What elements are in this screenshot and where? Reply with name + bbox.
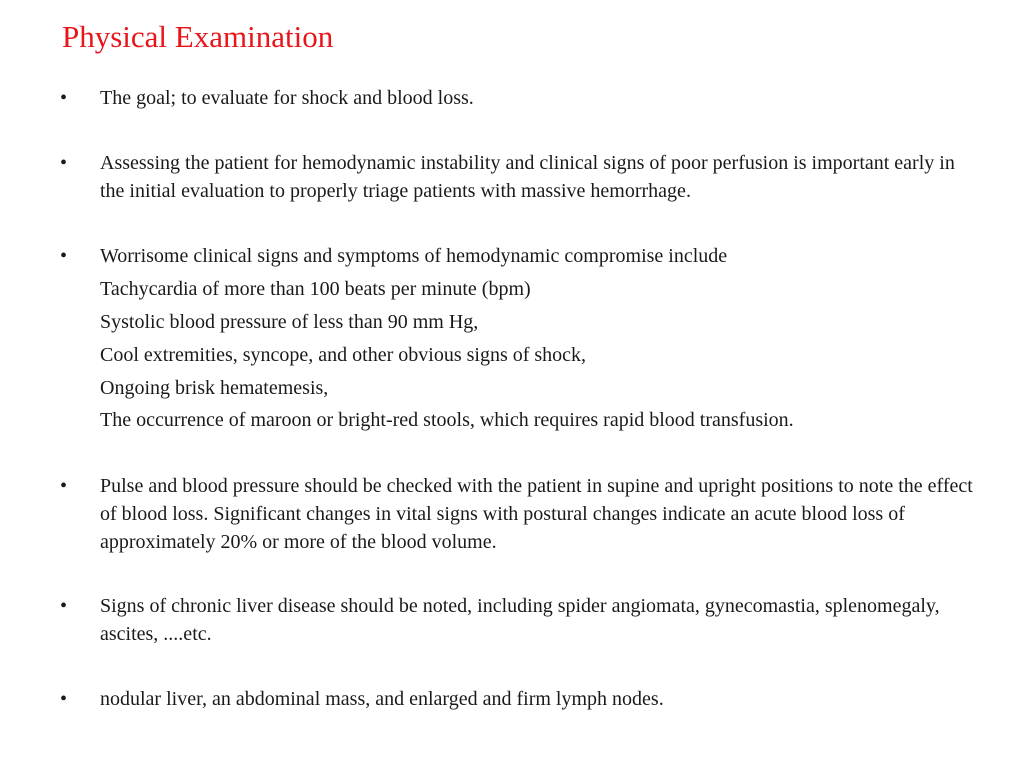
bullet-text-nodular-liver: nodular liver, an abdominal mass, and enlarged and firm lymph nodes. bbox=[100, 688, 664, 710]
sign-systolic-pressure: Systolic blood pressure of less than 90 mm Hg, bbox=[100, 311, 479, 333]
slide-title: Physical Examination bbox=[62, 19, 334, 54]
bullet-marker: • bbox=[60, 595, 68, 617]
bullet-marker: • bbox=[60, 87, 68, 109]
bullet-marker: • bbox=[60, 152, 68, 174]
bullet-marker: • bbox=[60, 475, 68, 497]
sign-maroon-stools: The occurrence of maroon or bright-red stools, which requires rapid blood transfusion. bbox=[100, 409, 794, 431]
sign-cool-extremities: Cool extremities, syncope, and other obvious signs of shock, bbox=[100, 344, 587, 366]
bullet-text-pulse-pressure: Pulse and blood pressure should be checked with the patient in supine and upright positions to note the effect of blood loss. Significant changes in vital signs with postural changes indicate an acute blood loss of approximately 20% or more of the blood volume. bbox=[100, 475, 973, 553]
sign-hematemesis: Ongoing brisk hematemesis, bbox=[100, 377, 329, 399]
bullet-text-goal: The goal; to evaluate for shock and blood loss. bbox=[100, 87, 474, 109]
bullet-text-worrisome-signs: Worrisome clinical signs and symptoms of hemodynamic compromise include bbox=[100, 245, 728, 267]
bullet-text-assessment: Assessing the patient for hemodynamic instability and clinical signs of poor perfusion is important early in the initial evaluation to properly triage patients with massive hemorrhage. bbox=[100, 152, 955, 202]
bullet-marker: • bbox=[60, 688, 68, 710]
bullet-marker: • bbox=[60, 245, 68, 267]
bullet-text-liver-disease: Signs of chronic liver disease should be noted, including spider angiomata, gynecomastia, splenomegaly, ascites, ....etc. bbox=[100, 595, 940, 645]
sign-tachycardia: Tachycardia of more than 100 beats per minute (bpm) bbox=[100, 278, 531, 300]
